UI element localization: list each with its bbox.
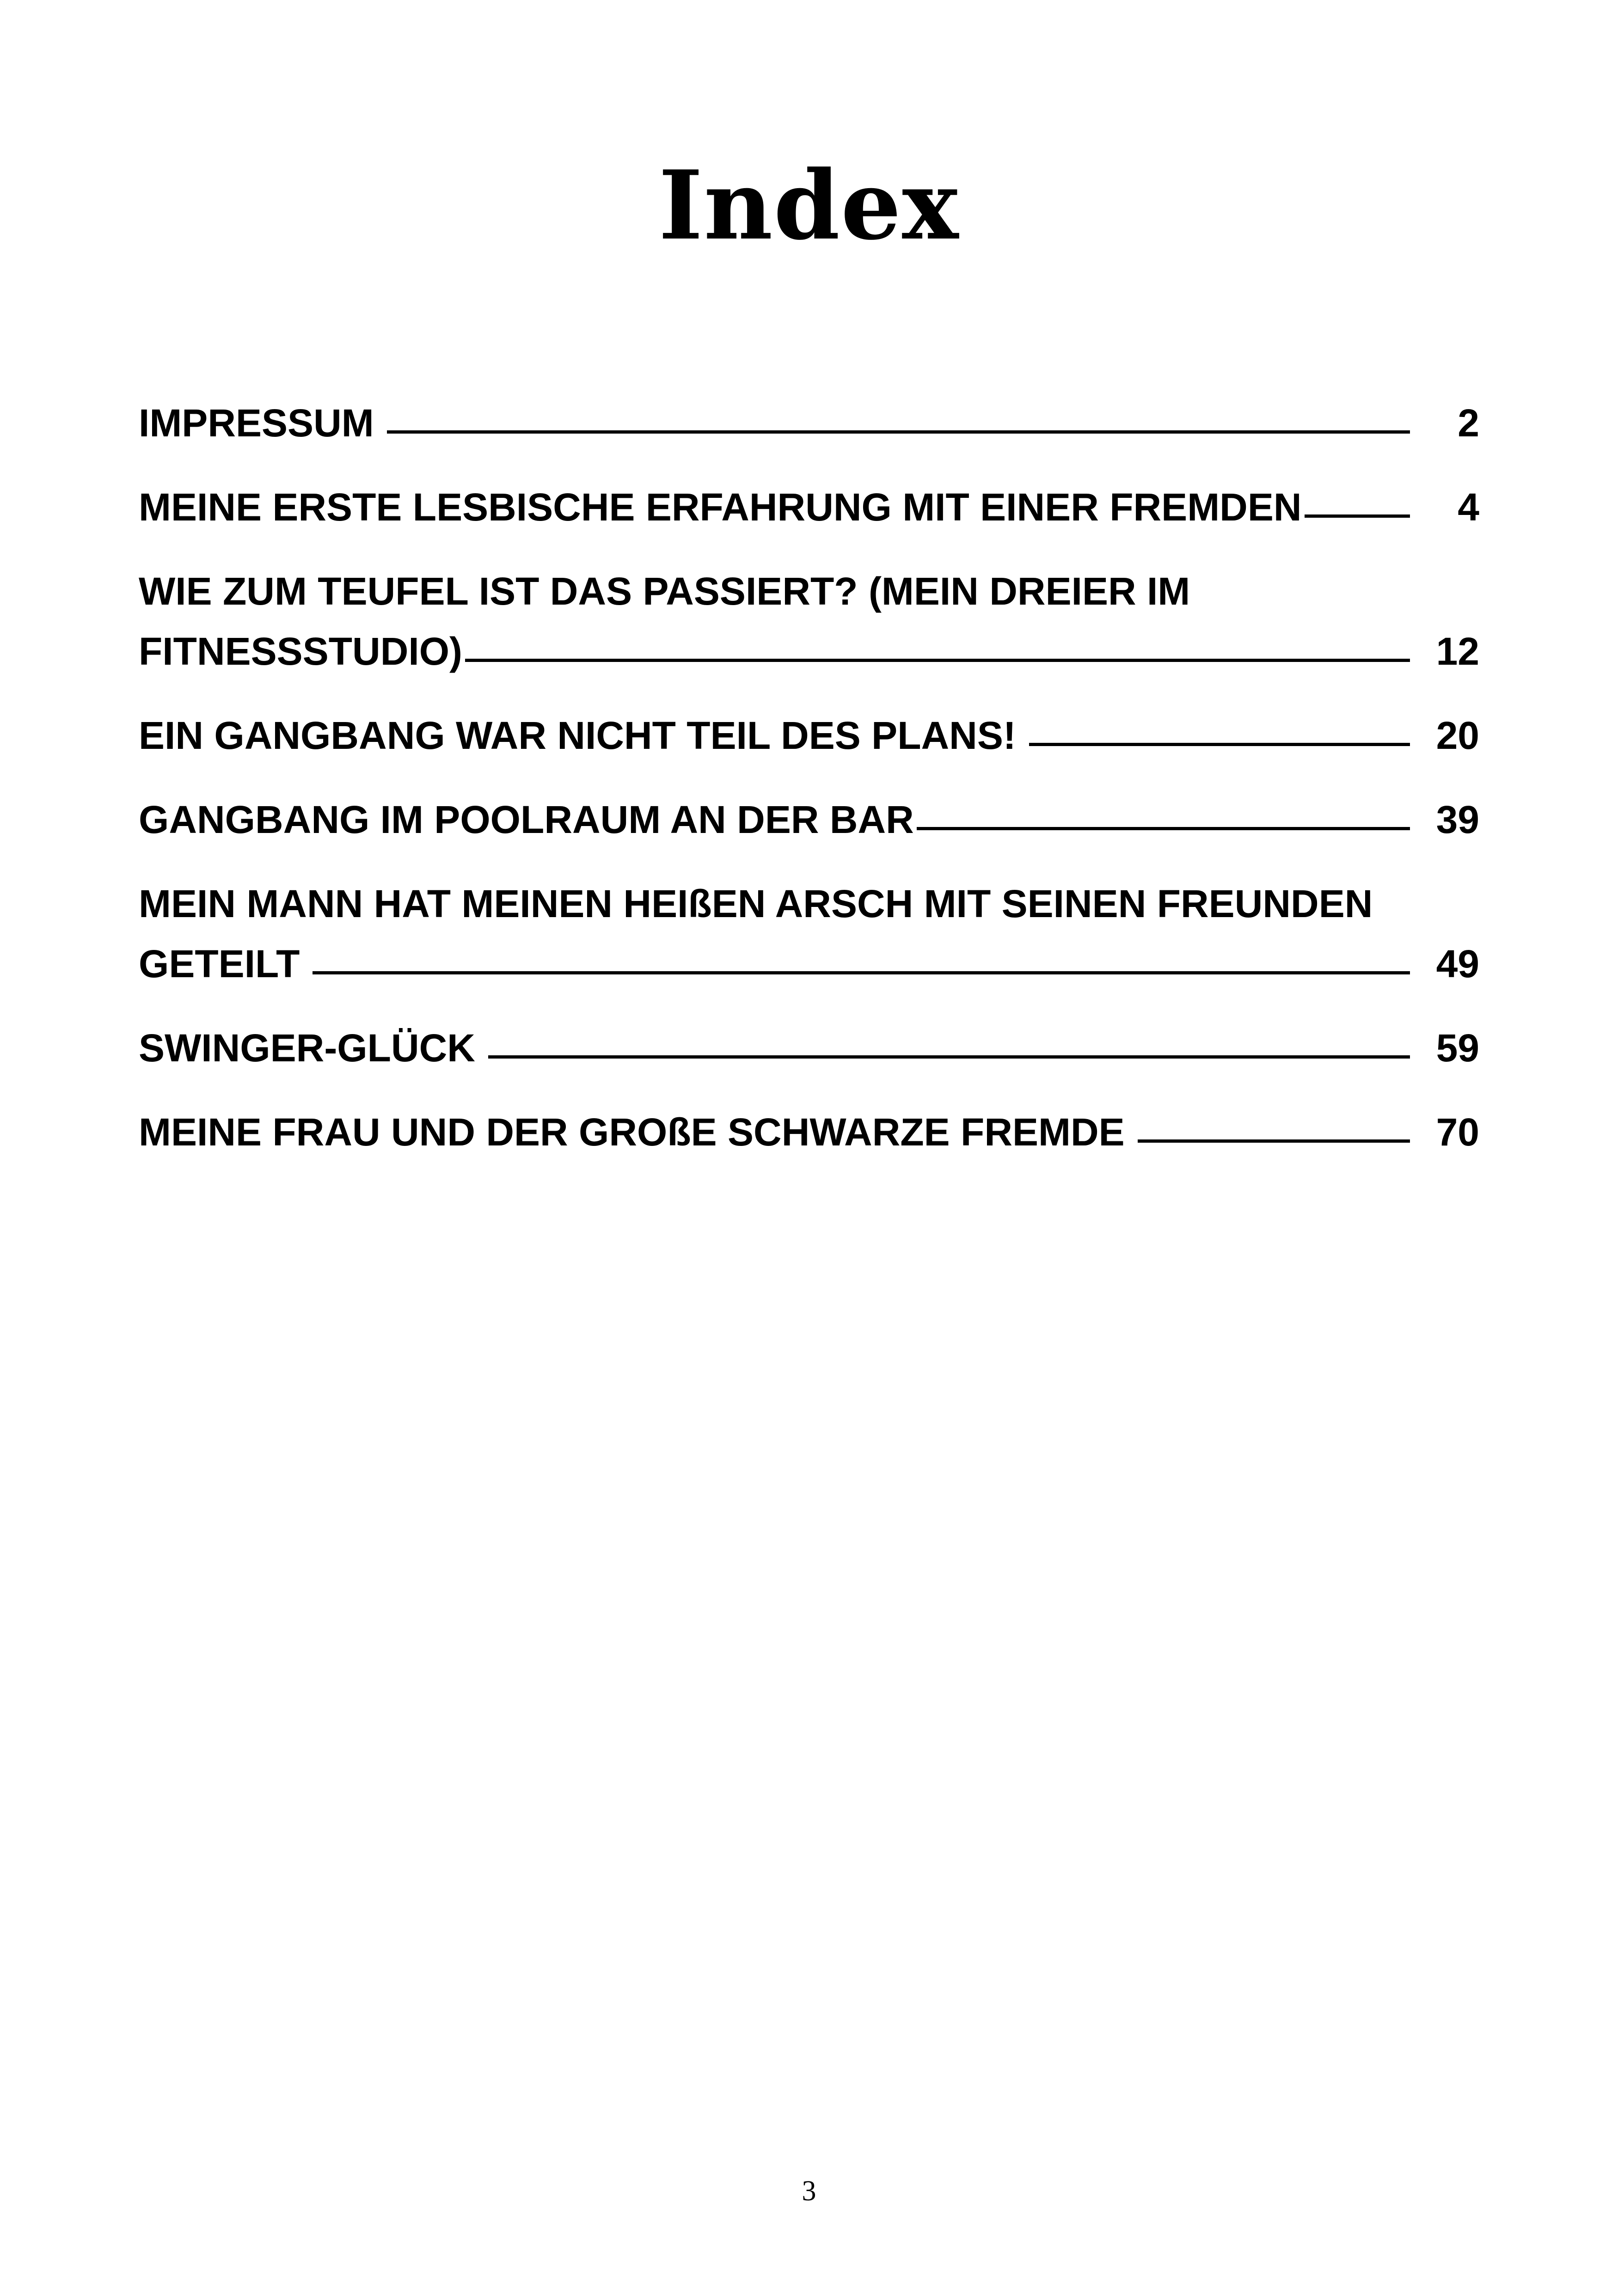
- toc-entry-poolraum[interactable]: [139, 790, 1479, 850]
- toc-entry-title-line-2: FITNESSSTUDIO): [139, 630, 463, 673]
- page-title: Index: [658, 150, 960, 261]
- toc-page-number: 12: [1436, 630, 1479, 673]
- toc-entry-impressum[interactable]: [139, 393, 1479, 453]
- toc-page-number: 49: [1436, 942, 1479, 986]
- toc-entry-swinger[interactable]: [139, 1018, 1479, 1078]
- page-number: 3: [802, 2175, 816, 2207]
- toc-entry-title: MEINE ERSTE LESBISCHE ERFAHRUNG MIT EINER FREMDEN: [139, 485, 1302, 529]
- toc-entry-gangbang-plan[interactable]: [139, 705, 1479, 765]
- toc-leader-line: [1029, 743, 1410, 746]
- toc-leader-line: [387, 430, 1410, 434]
- toc-page-number: 59: [1436, 1026, 1479, 1070]
- toc-leader-line: [1138, 1139, 1410, 1143]
- toc-page-number: 4: [1458, 485, 1479, 529]
- toc-leader-line: [465, 659, 1410, 662]
- toc-entry-title: EIN GANGBANG WAR NICHT TEIL DES PLANS!: [139, 714, 1016, 757]
- toc-leader-line: [488, 1055, 1410, 1059]
- toc-entry-mann-freunde[interactable]: [139, 874, 1479, 994]
- toc-page-number: 20: [1436, 714, 1479, 757]
- toc-entry-title-line-1: MEIN MANN HAT MEINEN HEIßEN ARSCH MIT SEINEN FREUNDEN: [139, 882, 1373, 925]
- toc-entry-lesbische-erfahrung[interactable]: [139, 477, 1479, 537]
- toc-page-number: 70: [1436, 1110, 1479, 1154]
- toc-entry-title-line-2: GETEILT: [139, 942, 300, 986]
- toc-entry-frau-fremde[interactable]: [139, 1102, 1479, 1162]
- toc-entry-title: SWINGER-GLÜCK: [139, 1026, 475, 1070]
- toc-leader-line: [313, 971, 1410, 974]
- toc-page-number: 2: [1458, 401, 1479, 445]
- toc-leader-line: [1305, 514, 1410, 518]
- toc-entry-dreier-fitnessstudio[interactable]: [139, 561, 1479, 681]
- toc-entry-title: MEINE FRAU UND DER GROßE SCHWARZE FREMDE: [139, 1110, 1125, 1154]
- table-of-contents: [139, 393, 1479, 1186]
- toc-leader-line: [917, 827, 1410, 830]
- toc-page-number: 39: [1436, 798, 1479, 841]
- toc-entry-title: IMPRESSUM: [139, 401, 374, 445]
- toc-entry-title: GANGBANG IM POOLRAUM AN DER BAR: [139, 798, 914, 841]
- toc-entry-title-line-1: WIE ZUM TEUFEL IST DAS PASSIERT? (MEIN DREIER IM: [139, 569, 1190, 613]
